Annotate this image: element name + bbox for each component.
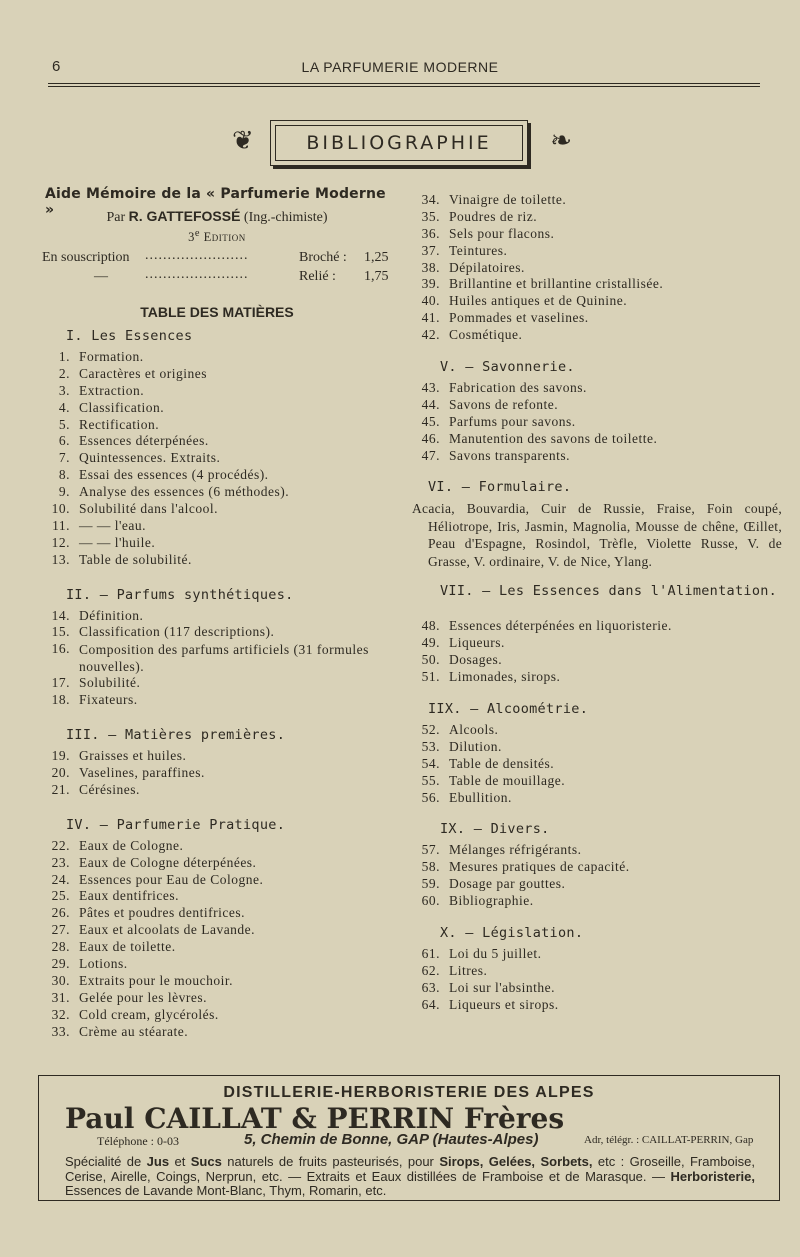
toc-entry bbox=[42, 888, 392, 905]
entry-title: Formation. bbox=[79, 349, 144, 364]
entry-title: Dilution. bbox=[449, 738, 502, 754]
toc-entry bbox=[412, 276, 782, 293]
section-list bbox=[42, 349, 392, 569]
banner-title: BIBLIOGRAPHIE bbox=[306, 132, 492, 154]
toc-entry bbox=[42, 956, 392, 973]
entry-title: Classification. bbox=[79, 399, 165, 415]
toc-entry bbox=[412, 997, 782, 1014]
toc-entry bbox=[412, 414, 782, 431]
entry-number: 23. bbox=[51, 854, 70, 870]
entry-number: 32. bbox=[51, 1006, 70, 1022]
advertisement bbox=[38, 1075, 780, 1201]
toc-entry bbox=[42, 608, 392, 625]
entry-title: Définition. bbox=[79, 607, 144, 623]
entry-title: Dépilatoires. bbox=[449, 259, 525, 275]
entry-number: 59. bbox=[421, 876, 440, 892]
entry-number: 26. bbox=[51, 905, 70, 921]
toc-entry bbox=[42, 366, 392, 383]
entry-title: Loi sur l'absinthe. bbox=[449, 979, 556, 995]
toc-entry bbox=[412, 842, 782, 859]
entry-title: Parfums pour savons. bbox=[449, 413, 576, 429]
section-list bbox=[412, 380, 782, 464]
entry-title: Savons transparents. bbox=[449, 447, 570, 463]
toc-entry bbox=[412, 893, 782, 910]
entry-number: 44. bbox=[421, 396, 440, 412]
toc-entry bbox=[42, 624, 392, 641]
toc-entry bbox=[42, 552, 392, 569]
entry-number: 12. bbox=[51, 534, 70, 550]
toc-entry bbox=[42, 748, 392, 765]
entry-number: 3. bbox=[58, 382, 70, 398]
entry-title: Fabrication des savons. bbox=[449, 380, 587, 396]
toc-entry bbox=[412, 669, 782, 686]
entry-number: 16. bbox=[51, 641, 70, 657]
section-heading: I. Les Essences bbox=[66, 328, 193, 344]
toc-entry bbox=[42, 467, 392, 484]
section-heading: X. — Législation. bbox=[440, 925, 584, 942]
toc-entry bbox=[412, 431, 782, 448]
toc-entry bbox=[412, 790, 782, 807]
entry-title: Essences déterpénées en liquoristerie. bbox=[449, 618, 672, 634]
entry-number: 62. bbox=[421, 962, 440, 978]
entry-title: Savons de refonte. bbox=[449, 396, 559, 412]
entry-title: Huiles antiques et de Quinine. bbox=[449, 293, 628, 309]
entry-title: Solubilité. bbox=[79, 675, 141, 691]
toc-entry bbox=[42, 501, 392, 518]
subscription-label: En souscription bbox=[42, 250, 130, 265]
section-list bbox=[412, 946, 782, 1014]
right-column bbox=[412, 192, 782, 1014]
entry-number: 63. bbox=[421, 979, 440, 995]
entry-number: 40. bbox=[421, 293, 440, 309]
entry-title: Classification (117 descriptions). bbox=[79, 624, 275, 640]
section-list bbox=[412, 618, 782, 686]
ad-description: Spécialité de Jus et Sucs naturels de fruits pasteurisés, pour Sirops, Gelées, Sorbets, etc : Groseille, Framboise, Cerise, Airelle, Coings, Nerprun, etc. — Extraits et Eaux distillées de Framboise et de Marasque. — Herboristerie, Essences de Lavande Mont-Blanc, Thym, Romarin, etc. bbox=[65, 1154, 755, 1198]
toc-heading: TABLE DES MATIÈRES bbox=[140, 304, 294, 320]
entry-title: Liqueurs. bbox=[449, 635, 505, 651]
entry-number: 46. bbox=[421, 430, 440, 446]
entry-number: 29. bbox=[51, 956, 70, 972]
entry-title: Vinaigre de toilette. bbox=[449, 192, 567, 207]
toc-entry bbox=[42, 417, 392, 434]
toc-entry bbox=[412, 652, 782, 669]
entry-title: Poudres de riz. bbox=[449, 208, 538, 224]
toc-entry bbox=[412, 773, 782, 790]
toc-entry bbox=[412, 327, 782, 344]
entry-number: 56. bbox=[421, 789, 440, 805]
entry-title: Table de densités. bbox=[449, 755, 555, 771]
entry-number: 14. bbox=[51, 607, 70, 623]
entry-number: 48. bbox=[421, 618, 440, 634]
section-list bbox=[412, 192, 782, 344]
entry-number: 43. bbox=[421, 380, 440, 396]
header-rule bbox=[48, 83, 760, 84]
entry-number: 51. bbox=[421, 669, 440, 685]
entry-title: Limonades, sirops. bbox=[449, 669, 561, 685]
section-heading: VI. — Formulaire. bbox=[428, 479, 572, 496]
section-list bbox=[412, 842, 782, 910]
toc-entry bbox=[412, 980, 782, 997]
toc-entry bbox=[412, 859, 782, 876]
toc-entry bbox=[42, 433, 392, 450]
toc-entry bbox=[412, 618, 782, 635]
entry-title: Mesures pratiques de capacité. bbox=[449, 859, 630, 875]
entry-number: 2. bbox=[58, 365, 70, 381]
toc-entry bbox=[412, 397, 782, 414]
entry-number: 6. bbox=[58, 433, 70, 449]
entry-title: Composition des parfums artificiels (31 formules nouvelles). bbox=[79, 642, 369, 675]
entry-number: 15. bbox=[51, 624, 70, 640]
entry-number: 60. bbox=[421, 893, 440, 909]
toc-entry bbox=[42, 484, 392, 501]
toc-entry bbox=[412, 876, 782, 893]
section-list bbox=[42, 748, 392, 799]
entry-number: 53. bbox=[421, 738, 440, 754]
entry-number: 22. bbox=[51, 837, 70, 853]
toc-entry bbox=[42, 855, 392, 872]
entry-number: 28. bbox=[51, 939, 70, 955]
ad-address: 5, Chemin de Bonne, GAP (Hautes-Alpes) bbox=[244, 1131, 539, 1148]
entry-number: 17. bbox=[51, 675, 70, 691]
entry-title: Eaux de Cologne. bbox=[79, 837, 184, 853]
toc-entry bbox=[42, 450, 392, 467]
entry-title: — — l'eau. bbox=[79, 517, 147, 533]
toc-entry bbox=[42, 535, 392, 552]
formulary-text: Acacia, Bouvardia, Cuir de Russie, Fraise, Foin coupé, Héliotrope, Iris, Jasmin, Magnolia, Mousse de chêne, Œillet, Peau d'Espagne, Rosindol, Trèfle, Violette Russe, V. de Grasse, V. ordinaire, V. de Nice, Ylang. bbox=[412, 501, 782, 569]
bibliography-banner bbox=[232, 118, 572, 170]
toc-entry bbox=[42, 400, 392, 417]
entry-number: 24. bbox=[51, 871, 70, 887]
entry-number: 10. bbox=[51, 501, 70, 517]
toc-entry bbox=[42, 692, 392, 709]
entry-number: 52. bbox=[421, 722, 440, 738]
toc-entry bbox=[412, 293, 782, 310]
entry-title: Loi du 5 juillet. bbox=[449, 946, 542, 962]
entry-title: Quintessences. Extraits. bbox=[79, 450, 221, 466]
binding-type: Relié : bbox=[299, 269, 336, 284]
toc-entry bbox=[412, 226, 782, 243]
book-title: Aide Mémoire de la « Parfumerie Moderne » bbox=[45, 186, 386, 218]
entry-number: 5. bbox=[58, 416, 70, 432]
entry-title: — — l'huile. bbox=[79, 534, 156, 550]
entry-title: Dosages. bbox=[449, 652, 503, 668]
entry-title: Graisses et huiles. bbox=[79, 748, 187, 764]
entry-title: Cérésines. bbox=[79, 781, 140, 797]
author-prefix: Par bbox=[106, 210, 126, 225]
entry-title: Cold cream, glycérolés. bbox=[79, 1006, 219, 1022]
toc-entry bbox=[42, 1024, 392, 1041]
entry-title: Bibliographie. bbox=[449, 893, 534, 909]
section-heading: IIX. — Alcoométrie. bbox=[428, 701, 589, 718]
entry-title: Teintures. bbox=[449, 242, 508, 258]
entry-number: 11. bbox=[52, 517, 70, 533]
ad-telegram-address: Adr, télégr. : CAILLAT-PERRIN, Gap bbox=[584, 1134, 754, 1146]
entry-number: 41. bbox=[421, 310, 440, 326]
section-heading: II. — Parfums synthétiques. bbox=[66, 586, 294, 603]
entry-title: Rectification. bbox=[79, 416, 160, 432]
toc-entry bbox=[42, 675, 392, 692]
entry-title: Cosmétique. bbox=[449, 327, 523, 343]
entry-title: Essai des essences (4 procédés). bbox=[79, 467, 269, 483]
entry-title: Table de solubilité. bbox=[79, 551, 192, 567]
entry-number: 18. bbox=[51, 692, 70, 708]
entry-title: Lotions. bbox=[79, 956, 128, 972]
entry-title: Sels pour flacons. bbox=[449, 225, 555, 241]
entry-number: 54. bbox=[421, 755, 440, 771]
toc-entry bbox=[412, 946, 782, 963]
toc-entry bbox=[412, 448, 782, 465]
section-heading: V. — Savonnerie. bbox=[440, 359, 575, 376]
entry-number: 37. bbox=[421, 242, 440, 258]
section-list bbox=[42, 608, 392, 710]
entry-number: 42. bbox=[421, 327, 440, 343]
toc-entry bbox=[42, 872, 392, 889]
ditto-dash: — bbox=[94, 269, 108, 284]
toc-entry bbox=[42, 349, 392, 366]
entry-number: 9. bbox=[58, 484, 70, 500]
entry-title: Brillantine et brillantine cristallisée. bbox=[449, 276, 664, 292]
section-heading: VII. — Les Essences dans l'Alimentation. bbox=[440, 583, 778, 600]
ad-phone: Téléphone : 0-03 bbox=[97, 1134, 179, 1148]
entry-title: Crème au stéarate. bbox=[79, 1023, 189, 1039]
entry-number: 25. bbox=[51, 888, 70, 904]
edition: 3e Edition bbox=[188, 228, 246, 245]
entry-title: Manutention des savons de toilette. bbox=[449, 430, 658, 446]
entry-number: 19. bbox=[51, 748, 70, 764]
floral-ornament-icon: ❦ bbox=[232, 126, 254, 155]
entry-number: 31. bbox=[51, 989, 70, 1005]
toc-entry bbox=[412, 722, 782, 739]
entry-title: Alcools. bbox=[449, 722, 499, 738]
entry-title: Essences pour Eau de Cologne. bbox=[79, 871, 264, 887]
binding-type: Broché : bbox=[299, 250, 347, 265]
entry-title: Table de mouillage. bbox=[449, 772, 566, 788]
toc-entry bbox=[42, 905, 392, 922]
entry-number: 34. bbox=[421, 192, 440, 207]
toc-entry bbox=[412, 310, 782, 327]
toc-entry bbox=[412, 243, 782, 260]
toc-entry bbox=[42, 939, 392, 956]
floral-ornament-icon: ❧ bbox=[550, 126, 572, 155]
section-list bbox=[42, 838, 392, 1041]
entry-number: 64. bbox=[421, 996, 440, 1012]
toc-entry bbox=[42, 383, 392, 400]
toc-entry bbox=[42, 782, 392, 799]
section-list bbox=[412, 722, 782, 806]
entry-number: 1. bbox=[58, 349, 70, 364]
entry-number: 20. bbox=[51, 765, 70, 781]
entry-number: 50. bbox=[421, 652, 440, 668]
toc-entry bbox=[42, 922, 392, 939]
entry-title: Essences déterpénées. bbox=[79, 433, 209, 449]
price: 1,25 bbox=[364, 250, 389, 265]
journal-title: LA PARFUMERIE MODERNE bbox=[301, 59, 499, 75]
author-name: R. GATTEFOSSÉ bbox=[128, 208, 241, 224]
section-heading: III. — Matières premières. bbox=[66, 727, 286, 744]
entry-title: Eaux de Cologne déterpénées. bbox=[79, 854, 257, 870]
entry-number: 35. bbox=[421, 208, 440, 224]
toc-entry bbox=[42, 973, 392, 990]
author-line bbox=[42, 208, 392, 228]
banner-frame bbox=[270, 120, 528, 166]
entry-number: 30. bbox=[51, 972, 70, 988]
entry-number: 33. bbox=[51, 1023, 70, 1039]
entry-number: 49. bbox=[421, 635, 440, 651]
entry-title: Caractères et origines bbox=[79, 365, 207, 381]
left-column bbox=[42, 186, 392, 1041]
page-number: 6 bbox=[52, 58, 61, 75]
author-qualification: (Ing.-chimiste) bbox=[243, 210, 328, 225]
entry-number: 8. bbox=[58, 467, 70, 483]
entry-title: Eaux dentifrices. bbox=[79, 888, 179, 904]
entry-title: Eaux de toilette. bbox=[79, 939, 176, 955]
toc-entry bbox=[42, 641, 392, 675]
entry-title: Pommades et vaselines. bbox=[449, 310, 589, 326]
entry-number: 36. bbox=[421, 225, 440, 241]
toc-entry bbox=[412, 756, 782, 773]
entry-number: 38. bbox=[421, 259, 440, 275]
toc-entry bbox=[412, 192, 782, 209]
ad-title: DISTILLERIE-HERBORISTERIE DES ALPES bbox=[223, 1084, 595, 1101]
entry-number: 27. bbox=[51, 922, 70, 938]
entry-number: 13. bbox=[51, 551, 70, 567]
entry-number: 7. bbox=[58, 450, 70, 466]
running-head bbox=[0, 58, 800, 80]
entry-number: 57. bbox=[421, 842, 440, 858]
entry-number: 55. bbox=[421, 772, 440, 788]
entry-title: Litres. bbox=[449, 962, 488, 978]
ad-company: Paul CAILLAT & PERRIN Frères bbox=[65, 1102, 565, 1135]
toc-entry bbox=[412, 380, 782, 397]
entry-title: Mélanges réfrigérants. bbox=[449, 842, 582, 858]
entry-number: 45. bbox=[421, 413, 440, 429]
entry-title: Vaselines, paraffines. bbox=[79, 765, 205, 781]
entry-number: 47. bbox=[421, 447, 440, 463]
entry-number: 61. bbox=[421, 946, 440, 962]
toc-entry bbox=[42, 1007, 392, 1024]
section-heading: IV. — Parfumerie Pratique. bbox=[66, 816, 286, 833]
toc-entry bbox=[42, 838, 392, 855]
toc-entry bbox=[412, 635, 782, 652]
toc-entry bbox=[42, 518, 392, 535]
entry-title: Ebullition. bbox=[449, 789, 512, 805]
price: 1,75 bbox=[364, 269, 389, 284]
toc-entry bbox=[412, 209, 782, 226]
entry-title: Pâtes et poudres dentifrices. bbox=[79, 905, 245, 921]
entry-title: Gelée pour les lèvres. bbox=[79, 989, 207, 1005]
toc-entry bbox=[42, 765, 392, 782]
header-rule-thin bbox=[48, 86, 760, 87]
section-heading: IX. — Divers. bbox=[440, 821, 550, 838]
entry-title: Dosage par gouttes. bbox=[449, 876, 566, 892]
entry-number: 39. bbox=[421, 276, 440, 292]
subscription-row: En souscription ....................... Broché : 1,25 bbox=[42, 248, 389, 265]
toc-entry bbox=[412, 739, 782, 756]
entry-title: Eaux et alcoolats de Lavande. bbox=[79, 922, 256, 938]
entry-title: Liqueurs et sirops. bbox=[449, 996, 559, 1012]
entry-number: 4. bbox=[58, 399, 70, 415]
toc-entry bbox=[42, 990, 392, 1007]
entry-title: Fixateurs. bbox=[79, 692, 138, 708]
entry-title: Extraits pour le mouchoir. bbox=[79, 972, 233, 988]
entry-title: Solubilité dans l'alcool. bbox=[79, 501, 219, 517]
entry-number: 21. bbox=[51, 781, 70, 797]
entry-title: Analyse des essences (6 méthodes). bbox=[79, 484, 290, 500]
subscription-row: — ....................... Relié : 1,75 bbox=[94, 267, 389, 284]
toc-entry bbox=[412, 963, 782, 980]
toc-entry bbox=[412, 260, 782, 277]
entry-number: 58. bbox=[421, 859, 440, 875]
entry-title: Extraction. bbox=[79, 382, 145, 398]
